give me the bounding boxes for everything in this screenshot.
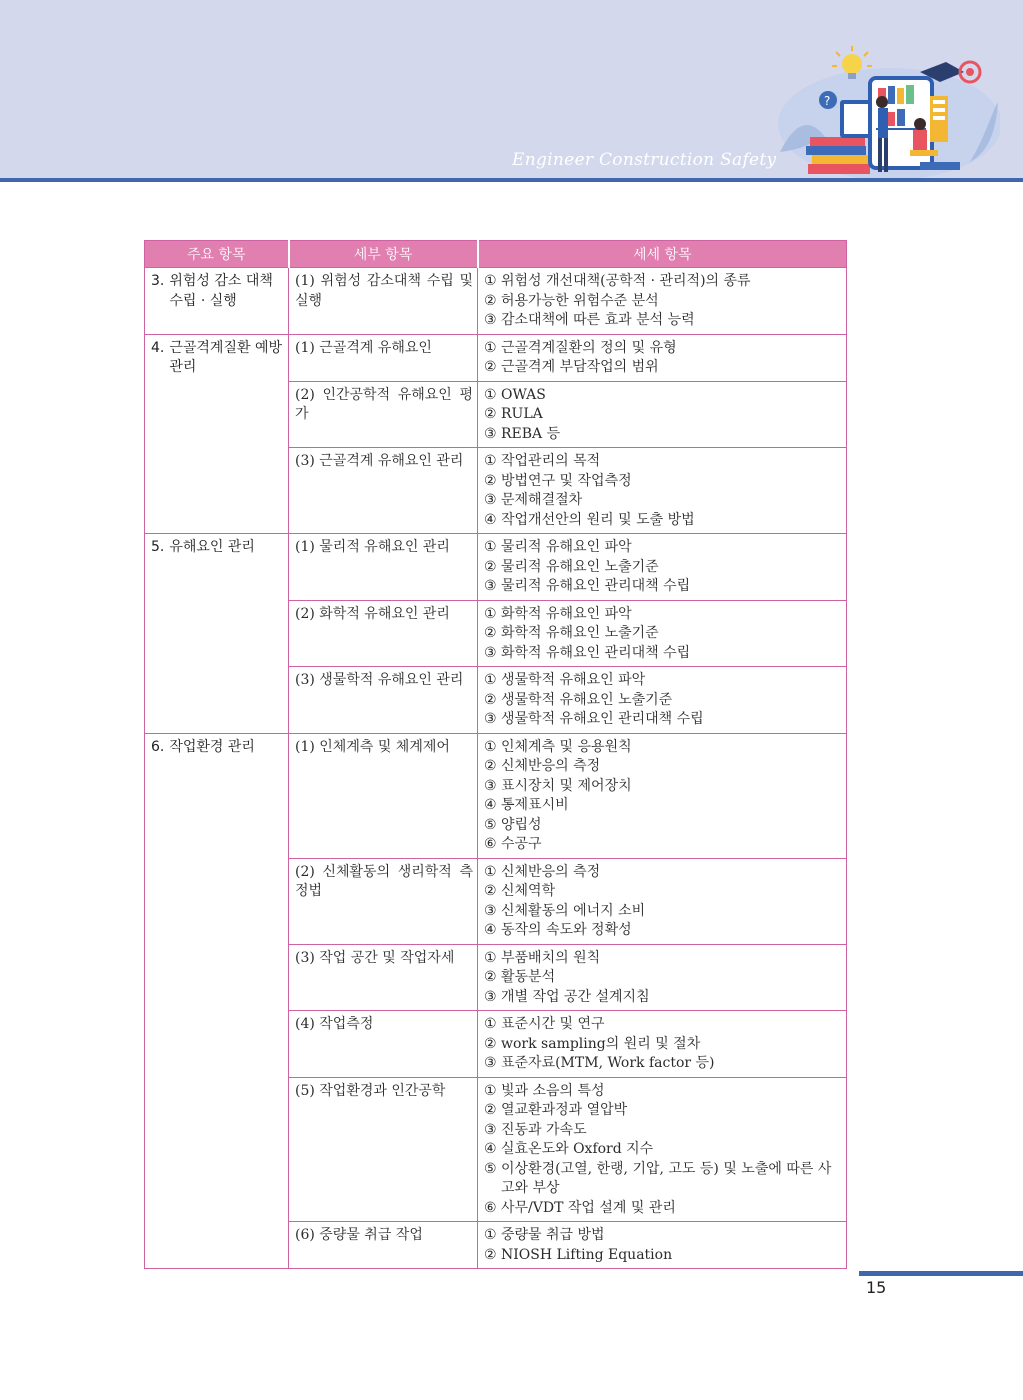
sub-item: (1) 물리적 유해요인 관리 xyxy=(289,534,478,601)
detail-text: REBA 등 xyxy=(501,425,561,442)
detail-text: OWAS xyxy=(501,386,546,403)
detail-item xyxy=(484,538,842,558)
detail-marker: ① xyxy=(484,672,497,688)
main-item-number: 6. xyxy=(151,738,165,755)
detail-text: 물리적 유해요인 관리대책 수립 xyxy=(501,578,691,594)
detail-marker: ① xyxy=(484,738,497,755)
detail-cell xyxy=(478,944,847,1011)
detail-item xyxy=(484,691,842,711)
detail-item xyxy=(484,1082,842,1102)
detail-marker: ③ xyxy=(484,644,497,661)
detail-item xyxy=(484,605,842,625)
detail-text: 생물학적 유해요인 파악 xyxy=(501,672,646,688)
detail-text: 실효온도와 Oxford 지수 xyxy=(501,1141,654,1157)
detail-marker: ① xyxy=(484,453,497,469)
detail-text: 생물학적 유해요인 관리대책 수립 xyxy=(501,711,704,727)
detail-marker: ① xyxy=(484,1227,497,1243)
detail-text: 표시장치 및 제어장치 xyxy=(501,777,632,794)
detail-text: 근골격계 부담작업의 범위 xyxy=(501,359,659,375)
detail-marker: ③ xyxy=(484,1055,497,1071)
detail-item xyxy=(484,671,842,691)
detail-text: NIOSH Lifting Equation xyxy=(501,1246,673,1263)
detail-text: 개별 작업 공간 설계지침 xyxy=(501,988,650,1005)
sub-item: (5) 작업환경과 인간공학 xyxy=(289,1077,478,1222)
detail-marker: ② xyxy=(484,1102,497,1118)
detail-marker: ② xyxy=(484,472,497,489)
detail-item xyxy=(484,1054,842,1074)
detail-cell xyxy=(478,1077,847,1222)
detail-text: 방법연구 및 작업측정 xyxy=(501,472,632,489)
detail-text: 활동분석 xyxy=(501,969,556,985)
detail-item xyxy=(484,272,842,292)
detail-text: 진동과 가속도 xyxy=(501,1121,587,1138)
detail-marker: ③ xyxy=(484,312,497,328)
detail-text: 작업관리의 목적 xyxy=(501,453,601,469)
detail-marker: ③ xyxy=(484,1121,497,1138)
detail-item xyxy=(484,1226,842,1246)
sub-item: (3) 작업 공간 및 작업자세 xyxy=(289,944,478,1011)
detail-text: 인체계측 및 응용원칙 xyxy=(501,738,632,755)
detail-marker: ② xyxy=(484,691,497,708)
main-item-label: 근골격계질환 예방관리 xyxy=(169,339,283,375)
detail-item xyxy=(484,491,842,511)
detail-item xyxy=(484,425,842,445)
detail-cell xyxy=(478,448,847,534)
detail-text: 통제표시비 xyxy=(501,797,569,813)
detail-item xyxy=(484,577,842,597)
detail-cell xyxy=(478,1222,847,1269)
main-item-number: 4. xyxy=(151,339,165,356)
footer-accent-bar xyxy=(859,1271,1023,1276)
detail-cell xyxy=(478,334,847,381)
detail-item xyxy=(484,1246,842,1266)
header-main-item: 주요 항목 xyxy=(145,241,289,268)
detail-marker: ③ xyxy=(484,492,497,508)
detail-marker: ③ xyxy=(484,988,497,1005)
sub-item: (2) 인간공학적 유해요인 평가 xyxy=(289,381,478,448)
detail-text: 부품배치의 원칙 xyxy=(501,949,601,966)
sub-item: (2) 신체활동의 생리학적 측정법 xyxy=(289,858,478,944)
detail-cell xyxy=(478,667,847,734)
detail-item xyxy=(484,339,842,359)
detail-text: 동작의 속도와 정확성 xyxy=(501,922,632,938)
detail-item xyxy=(484,558,842,578)
main-item-label: 위험성 감소 대책 수립 · 실행 xyxy=(169,273,273,309)
detail-marker: ① xyxy=(484,863,497,880)
detail-item xyxy=(484,292,842,312)
detail-marker: ① xyxy=(484,339,497,356)
detail-item xyxy=(484,968,842,988)
main-item-label: 작업환경 관리 xyxy=(169,738,255,755)
detail-text: 이상환경(고열, 한랭, 기압, 고도 등) 및 노출에 따른 사고와 부상 xyxy=(501,1160,832,1196)
detail-text: work sampling의 원리 및 절차 xyxy=(501,1035,701,1052)
detail-marker: ⑥ xyxy=(484,836,497,852)
detail-text: 물리적 유해요인 파악 xyxy=(501,539,632,555)
header-sub-item: 세부 항목 xyxy=(289,241,478,268)
detail-marker: ④ xyxy=(484,922,497,938)
detail-marker: ③ xyxy=(484,578,497,594)
detail-text: 물리적 유해요인 노출기준 xyxy=(501,558,659,575)
detail-text: 문제해결절차 xyxy=(501,492,583,508)
detail-marker: ① xyxy=(484,273,497,289)
detail-marker: ② xyxy=(484,625,497,641)
detail-text: 신체활동의 에너지 소비 xyxy=(501,902,646,919)
detail-marker: ① xyxy=(484,949,497,966)
detail-text: 근골격계질환의 정의 및 유형 xyxy=(501,339,677,356)
detail-item xyxy=(484,796,842,816)
detail-marker: ③ xyxy=(484,777,497,794)
detail-item xyxy=(484,777,842,797)
detail-marker: ② xyxy=(484,969,497,985)
detail-cell xyxy=(478,268,847,335)
detail-marker: ⑥ xyxy=(484,1199,497,1216)
main-item xyxy=(145,534,289,734)
detail-cell xyxy=(478,858,847,944)
detail-item xyxy=(484,882,842,902)
detail-text: 양립성 xyxy=(501,816,542,833)
detail-marker: ② xyxy=(484,758,497,774)
detail-marker: ③ xyxy=(484,902,497,919)
detail-marker: ① xyxy=(484,1082,497,1099)
header-divider xyxy=(0,178,1023,182)
main-item xyxy=(145,268,289,335)
detail-marker: ③ xyxy=(484,425,497,442)
detail-cell xyxy=(478,381,847,448)
main-item-number: 3. xyxy=(151,273,165,289)
page-number: 15 xyxy=(866,1278,887,1297)
detail-item xyxy=(484,386,842,406)
detail-item xyxy=(484,311,842,331)
detail-marker: ② xyxy=(484,558,497,575)
sub-item: (6) 중량물 취급 작업 xyxy=(289,1222,478,1269)
sub-item: (1) 위험성 감소대책 수립 및 실행 xyxy=(289,268,478,335)
detail-cell xyxy=(478,600,847,667)
sub-item: (2) 화학적 유해요인 관리 xyxy=(289,600,478,667)
detail-item xyxy=(484,902,842,922)
detail-marker: ① xyxy=(484,386,497,403)
detail-marker: ① xyxy=(484,605,497,622)
detail-text: 화학적 유해요인 노출기준 xyxy=(501,625,659,641)
detail-item xyxy=(484,757,842,777)
detail-text: 수공구 xyxy=(501,836,542,852)
detail-item xyxy=(484,644,842,664)
brand-text: Engineer Construction Safety xyxy=(512,150,777,170)
detail-marker: ② xyxy=(484,883,497,899)
detail-text: 화학적 유해요인 파악 xyxy=(501,605,632,622)
detail-text: 생물학적 유해요인 노출기준 xyxy=(501,691,673,708)
detail-text: 빛과 소음의 특성 xyxy=(501,1082,605,1099)
detail-text: 화학적 유해요인 관리대책 수립 xyxy=(501,644,691,661)
detail-text: 표준시간 및 연구 xyxy=(501,1016,605,1032)
detail-text: 위험성 개선대책(공학적 · 관리적)의 종류 xyxy=(501,273,751,289)
sub-item: (1) 근골격계 유해요인 xyxy=(289,334,478,381)
detail-cell xyxy=(478,534,847,601)
detail-text: RULA xyxy=(501,406,543,422)
sub-item: (3) 근골격계 유해요인 관리 xyxy=(289,448,478,534)
curriculum-table xyxy=(144,240,847,1269)
detail-marker: ① xyxy=(484,539,497,555)
detail-item xyxy=(484,405,842,425)
svg-text:?: ? xyxy=(824,94,831,108)
main-item xyxy=(145,733,289,1269)
detail-item xyxy=(484,1160,842,1199)
detail-item xyxy=(484,1199,842,1219)
detail-item xyxy=(484,358,842,378)
sub-item: (3) 생물학적 유해요인 관리 xyxy=(289,667,478,734)
detail-item xyxy=(484,1035,842,1055)
detail-item xyxy=(484,710,842,730)
detail-text: 열교환과정과 열압박 xyxy=(501,1102,628,1118)
detail-item xyxy=(484,863,842,883)
detail-item xyxy=(484,1140,842,1160)
detail-text: 중량물 취급 방법 xyxy=(501,1227,605,1243)
detail-marker: ② xyxy=(484,359,497,375)
detail-marker: ② xyxy=(484,406,497,422)
detail-marker: ④ xyxy=(484,511,497,528)
detail-item xyxy=(484,921,842,941)
detail-item xyxy=(484,1101,842,1121)
books-and-people-illustration xyxy=(770,42,1000,178)
detail-marker: ② xyxy=(484,1246,497,1263)
detail-item xyxy=(484,949,842,969)
detail-marker: ⑤ xyxy=(484,816,497,833)
detail-item xyxy=(484,835,842,855)
detail-marker: ② xyxy=(484,1035,497,1052)
detail-item xyxy=(484,472,842,492)
detail-marker: ① xyxy=(484,1016,497,1032)
main-item xyxy=(145,334,289,534)
detail-cell xyxy=(478,733,847,858)
detail-item xyxy=(484,452,842,472)
detail-text: 사무/VDT 작업 설계 및 관리 xyxy=(501,1199,676,1216)
detail-text: 허용가능한 위험수준 분석 xyxy=(501,292,659,309)
detail-item xyxy=(484,1015,842,1035)
detail-item xyxy=(484,988,842,1008)
detail-cell xyxy=(478,1011,847,1078)
detail-item xyxy=(484,738,842,758)
detail-item xyxy=(484,1121,842,1141)
main-item-number: 5. xyxy=(151,539,165,555)
detail-text: 감소대책에 따른 효과 분석 능력 xyxy=(501,312,695,328)
detail-text: 신체역학 xyxy=(501,883,556,899)
main-item-label: 유해요인 관리 xyxy=(169,539,255,555)
sub-item: (1) 인체계측 및 체계제어 xyxy=(289,733,478,858)
detail-text: 작업개선안의 원리 및 도출 방법 xyxy=(501,511,695,528)
detail-text: 신체반응의 측정 xyxy=(501,758,601,774)
detail-marker: ④ xyxy=(484,1141,497,1157)
detail-item xyxy=(484,816,842,836)
detail-item xyxy=(484,624,842,644)
header-detail-item: 세세 항목 xyxy=(478,241,847,268)
detail-marker: ② xyxy=(484,292,497,309)
detail-marker: ④ xyxy=(484,797,497,813)
detail-item xyxy=(484,511,842,531)
detail-marker: ⑤ xyxy=(484,1160,497,1177)
sub-item: (4) 작업측정 xyxy=(289,1011,478,1078)
detail-text: 신체반응의 측정 xyxy=(501,863,601,880)
detail-marker: ③ xyxy=(484,711,497,727)
detail-text: 표준자료(MTM, Work factor 등) xyxy=(501,1055,715,1071)
